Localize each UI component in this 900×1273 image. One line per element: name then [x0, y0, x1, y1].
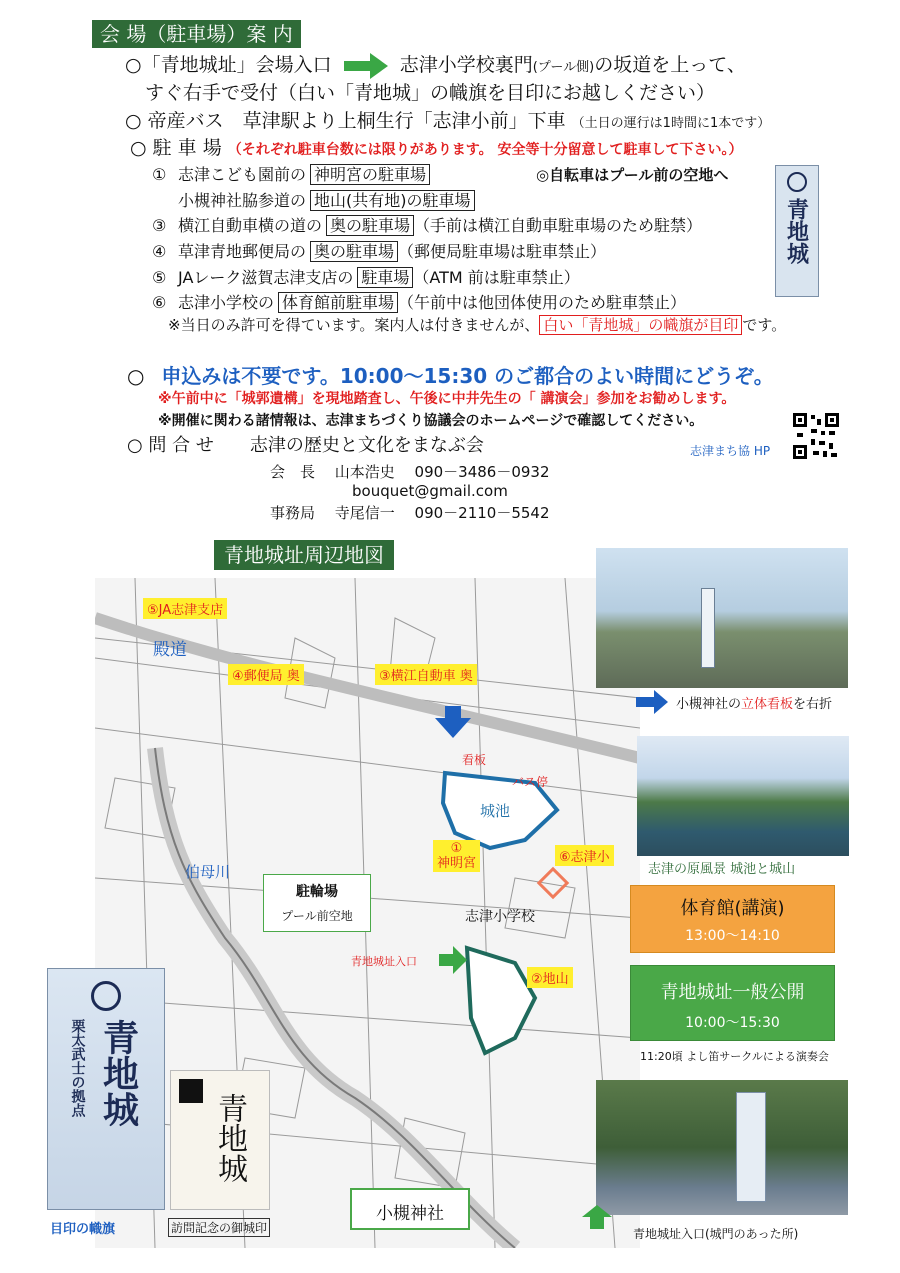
photo-flag-banner [47, 968, 165, 1210]
contact-title: ○ 問 合 せ 志津の歴史と文化をまなぶ会 [127, 435, 484, 456]
gym-lecture-time: 13:00～14:10 [685, 928, 780, 944]
permit-note [168, 314, 786, 335]
parking-note: （それぞれ駐車台数には限りがあります。 安全等十分留意して駐車して下さい。） [227, 142, 743, 158]
photo3-caption: 青地城址入口(城門のあった所) [633, 1227, 799, 1241]
label-bus-stop: バス停 [512, 775, 549, 789]
hp-label: 志津まち協 HP [690, 444, 771, 458]
crest-large-icon [91, 981, 121, 1011]
parking-item-location: 小槻神社脇参道の [178, 191, 307, 210]
parking-item-location: 志津小学校の [178, 293, 275, 312]
parking-item-lot: 体育館前駐車場 [278, 292, 398, 313]
label-castle-entrance: 青地城址入口 [351, 955, 417, 968]
photo1-caption-b: 立体看板 [741, 697, 794, 712]
parking-item [152, 265, 580, 288]
bus-info [125, 108, 770, 137]
parking-item [152, 162, 430, 185]
parking-item-lot: 駐車場 [357, 267, 413, 288]
bicycle-parking-callout [263, 874, 371, 932]
venue-gate-label: 志津小学校裏門 [399, 54, 533, 76]
label-shizu-school: 志津小学校 [465, 909, 535, 925]
parking-item [152, 239, 606, 262]
permit-flag-note: 白い「青地城」の幟旗が目印 [539, 315, 742, 335]
tag-yokoe: ③横江自動車 奥 [375, 664, 477, 685]
bicycle-parking-title: 駐輪場 [296, 884, 338, 900]
permit-text-a: ※当日のみ許可を得ています。案内人は付きませんが、 [168, 316, 540, 334]
parking-item-num: ① [152, 165, 167, 184]
map-title: 青地城址周辺地図 [214, 540, 394, 570]
flag-banner-sub: 栗太武士の拠点 [69, 1019, 86, 1117]
contact-email[interactable]: bouquet@gmail.com [352, 482, 508, 500]
photo1-caption-a: 小槻神社の [676, 697, 742, 712]
stamp-caption: 訪問記念の御城印 [168, 1218, 270, 1237]
parking-item [152, 188, 475, 211]
application-circle: ○ [127, 364, 145, 388]
label-hakubo-river: 伯母川 [185, 863, 231, 881]
tag-ja-shizu: ⑤JA志津支店 [143, 598, 227, 619]
tag-post-office: ④郵便局 奥 [228, 664, 304, 685]
photo-shiroike-pond [637, 736, 849, 856]
parking-item [152, 213, 702, 236]
public-open-title: 青地城址一般公開 [660, 982, 805, 1003]
parking-item-location: JAレーク滋賀志津支店の [178, 268, 354, 287]
parking-item [152, 290, 686, 313]
parking-item-note: （手前は横江自動車駐車場のため駐禁） [414, 216, 703, 235]
label-dendo: 殿道 [153, 640, 187, 660]
venue-entrance-label: ○「青地城址」会場入口 [125, 54, 332, 76]
tag-shizu-school: ⑥志津小 [555, 845, 614, 866]
shrine-label-box [350, 1188, 470, 1230]
bicycle-parking-sub: プール前空地 [281, 909, 353, 923]
parking-item-location: 横江自動車横の道の [178, 216, 323, 235]
photo1-caption-c: を右折 [793, 697, 833, 712]
permit-text-b: です。 [742, 316, 787, 334]
tag-jiyama: ②地山 [527, 967, 573, 988]
flag-caption: 目印の幟旗 [50, 1222, 116, 1237]
parking-heading [130, 135, 743, 163]
contact-chair: 会 長 山本浩史 090－3486－0932 [270, 463, 550, 481]
venue-pool-side: (プール側) [532, 60, 595, 75]
top-banner-photo [775, 165, 819, 297]
top-banner-text: 青地城 [783, 198, 810, 264]
public-open-time: 10:00～15:30 [685, 1015, 780, 1031]
photo2-caption: 志津の原風景 城池と城山 [648, 862, 796, 877]
photo1-caption [676, 693, 832, 712]
public-open-callout [630, 965, 835, 1041]
flag-banner-text: 青地城 [97, 1019, 140, 1127]
gym-lecture-callout [630, 885, 835, 953]
parking-item-location: 草津青地郵便局の [178, 242, 307, 261]
parking-item-lot: 神明宮の駐車場 [310, 164, 430, 185]
application-line [127, 360, 774, 389]
stamp-text: 青地城 [212, 1093, 247, 1183]
photo-castle-entrance [596, 1080, 848, 1215]
parking-item-note: （午前中は他団体使用のため駐車禁止） [398, 293, 687, 312]
label-kanban: 看板 [462, 753, 487, 767]
parking-item-num: ④ [152, 242, 167, 261]
concert-note: 11:20頃 よし笛サークルによる演奏会 [640, 1050, 829, 1063]
signpost-icon [701, 588, 715, 668]
parking-item-lot: 奥の駐車場 [326, 215, 414, 236]
arrow-up-green-icon [582, 1205, 612, 1229]
application-note-2: ※開催に関わる諸情報は、志津まちづくり協議会のホームページで確認してください。 [158, 413, 704, 429]
bus-route: ○ 帝産バス 草津駅より上桐生行「志津小前」下車 [125, 110, 566, 132]
label-shiroike: 城池 [480, 802, 511, 820]
application-note-1: ※午前中に「城郭遺構」を現地踏査し、午後に中井先生の「 講演会」参加をお勧めします。 [158, 391, 736, 407]
arrow-right-blue-icon [636, 690, 668, 714]
parking-item-location: 志津こども園前の [178, 165, 307, 184]
contact-office: 事務局 寺尾信一 090－2110－5542 [270, 504, 550, 522]
tag-shinmeigu: ① 神明宮 [433, 840, 480, 872]
photo-castle-stamp [170, 1070, 270, 1210]
parking-item-note: （ATM 前は駐車禁止） [413, 268, 580, 287]
gym-lecture-title: 体育館(講演) [680, 898, 785, 919]
venue-line-2: すぐ右手で受付（白い「青地城」の幟旗を目印にお越しください） [145, 82, 716, 104]
venue-slope-label: の坂道を上って、 [594, 54, 746, 76]
photo-shrine-sign [596, 548, 848, 688]
parking-item-note: （郵便局駐車場は駐車禁止） [398, 242, 607, 261]
crest-icon [787, 172, 807, 192]
parking-item-lot: 奥の駐車場 [310, 241, 398, 262]
venue-line-1 [125, 52, 746, 81]
stamp-crest-icon [179, 1079, 203, 1103]
qr-code-icon[interactable] [793, 413, 839, 459]
bus-frequency: （土日の運行は1時間に1本です） [571, 116, 771, 131]
arrow-right-icon [344, 53, 388, 79]
section-title: 会 場（駐車場）案 内 [92, 20, 301, 48]
parking-item-num: ⑤ [152, 268, 167, 287]
parking-item-num: ⑥ [152, 293, 167, 312]
bicycle-note: ◎自転車はプール前の空地へ [536, 166, 729, 184]
castle-banner-icon [736, 1092, 766, 1202]
parking-title: ○ 駐 車 場 [130, 137, 222, 159]
parking-item-num: ③ [152, 216, 167, 235]
shrine-label: 小槻神社 [376, 1204, 444, 1224]
application-main: 申込みは不要です。10:00～15:30 のご都合のよい時間にどうぞ。 [161, 364, 774, 388]
parking-item-lot: 地山(共有地)の駐車場 [310, 190, 475, 211]
